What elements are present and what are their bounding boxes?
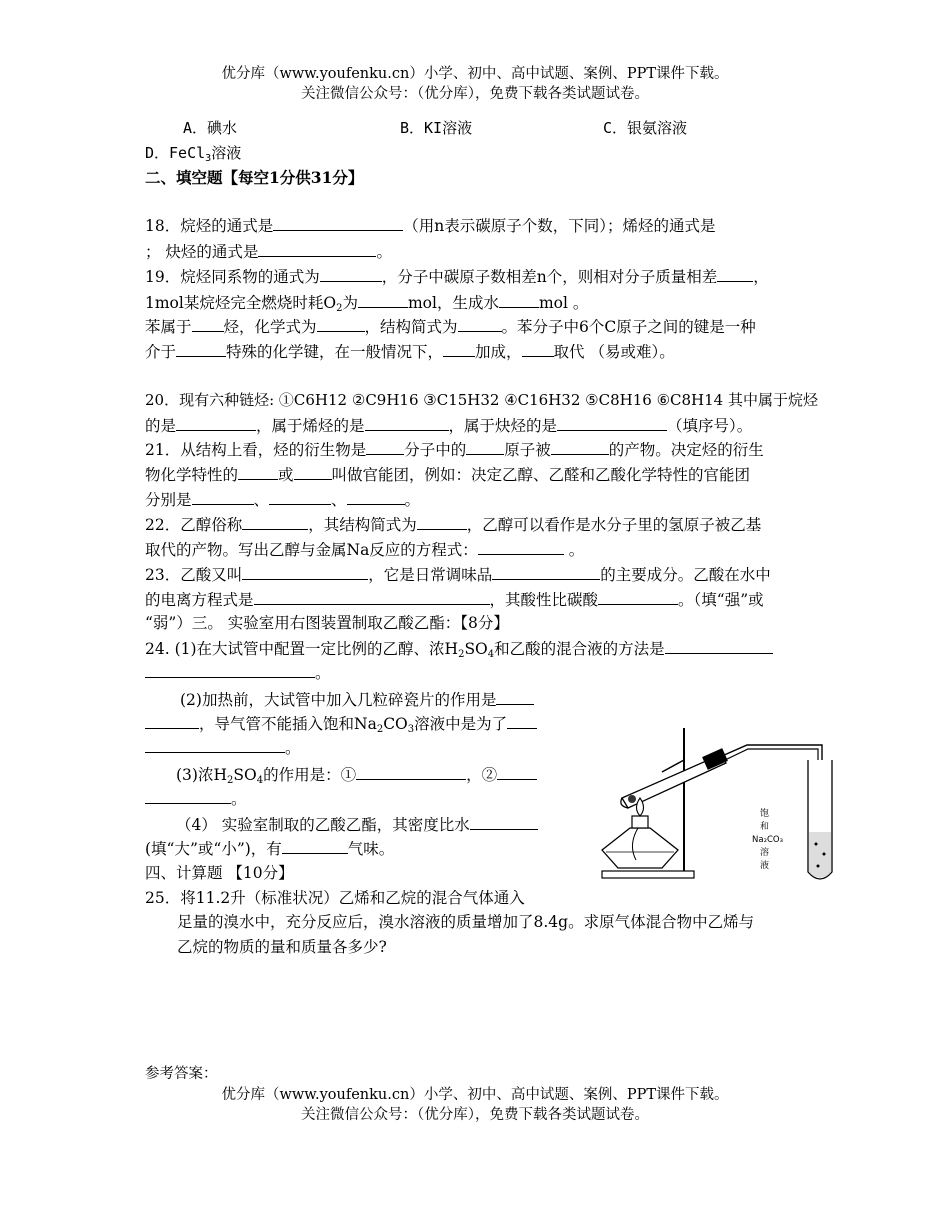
answer-blank[interactable] — [492, 562, 600, 580]
answer-blank[interactable] — [466, 437, 504, 455]
q24-part2-line-2: ，导气管不能插入饱和$Na_2CO_3$溶液中是为了 — [145, 711, 537, 736]
q20-line-1: 20．现有六种链烃: ①C6H12 ②C9H16 ③C15H32 ④C16H32 ⑤C8H16 ⑥C8H14 其中属于烷烃 — [145, 391, 818, 409]
answer-blank[interactable] — [458, 314, 502, 332]
answer-blank[interactable] — [557, 413, 667, 431]
q24-part2-line-1: (2)加热前，大试管中加入几粒碎瓷片的作用是 — [180, 687, 534, 712]
answer-blank[interactable] — [478, 537, 564, 555]
answer-blank[interactable] — [347, 487, 405, 505]
answer-blank[interactable] — [598, 587, 678, 605]
answer-blank[interactable] — [242, 562, 368, 580]
answer-blank[interactable] — [238, 462, 278, 480]
delivery-tube — [722, 745, 822, 830]
option-a: A．碘水 — [183, 119, 238, 137]
answer-blank[interactable] — [192, 487, 254, 505]
answers-label: 参考答案： — [145, 1066, 218, 1082]
answer-blank[interactable] — [507, 711, 537, 729]
answer-blank[interactable] — [294, 462, 332, 480]
q22-line-1: 22．乙醇俗称 ，其结构简式为 ，乙醇可以看作是水分子里的氢原子被乙基 — [145, 512, 761, 537]
q22-line-2: 取代的产物。写出乙醇与金属Na反应的方程式： 。 — [145, 537, 584, 562]
large-test-tube — [621, 748, 728, 808]
answer-blank[interactable] — [522, 339, 554, 357]
q21-line-3: 分别是 、 、 。 — [145, 487, 420, 512]
q23-line-2: 的电离方程式是 ，其酸性比碳酸 。（填“强”或 — [145, 587, 764, 612]
alcohol-lamp — [602, 798, 678, 868]
q20-line-2: 的是 ，属于烯烃的是 ，属于炔烃的是 （填序号）。 — [145, 413, 752, 438]
q23-line-1: 23．乙酸又叫 ，它是日常调味品 的主要成分。乙酸在水中 — [145, 562, 771, 587]
q23-line-3: “弱”）三。 实验室用右图装置制取乙酸乙酯：【8分】 — [145, 614, 509, 632]
q24-part2-line-3: 。 — [145, 735, 301, 760]
answer-blank[interactable] — [258, 239, 376, 257]
answer-blank[interactable] — [496, 687, 534, 705]
answer-blank[interactable] — [145, 711, 199, 729]
answer-blank[interactable] — [176, 413, 256, 431]
answer-blank[interactable] — [145, 735, 285, 753]
q18-line-2: ； 炔烃的通式是 。 — [145, 239, 392, 264]
answer-blank[interactable] — [499, 290, 539, 308]
answer-blank[interactable] — [366, 437, 404, 455]
q25-line-2: 足量的溴水中，充分反应后，溴水溶液的质量增加了8.4g。求原气体混合物中乙烯与 — [177, 913, 755, 931]
q25-line-1: 25．将11.2升（标准状况）乙烯和乙烷的混合气体通入 — [145, 889, 525, 907]
q19-line-3: 苯属于 烃，化学式为 ，结构简式为 。苯分子中6个C原子之间的键是一种 — [145, 314, 756, 339]
answer-blank[interactable] — [356, 762, 466, 780]
q19-line-1: 19．烷烃同系物的通式为 ，分子中碳原子数相差n个，则相对分子质量相差 ， — [145, 264, 769, 289]
section-2-title: 二、填空题【每空1分供31分】 — [145, 168, 364, 187]
stand-base — [602, 871, 694, 878]
q19-line-2: 1mol某烷烃完全燃烧时耗$O_2$为 mol，生成水 mol 。 — [145, 290, 588, 315]
figure-label-5: 液 — [760, 861, 770, 871]
answer-blank[interactable] — [358, 290, 408, 308]
figure-label-3: Na₂CO₃ — [752, 835, 784, 845]
footer-line-1: 优分库（www.youfenku.cn）小学、初中、高中试题、案例、PPT课件下载。 — [221, 1087, 729, 1103]
section-4-title: 四、计算题 【10分】 — [145, 864, 294, 882]
q21-line-2: 物化学特性的 或 叫做官能团，例如：决定乙醇、乙醛和乙酸化学特性的官能团 — [145, 462, 750, 487]
option-c: C．银氨溶液 — [603, 119, 688, 137]
answer-blank[interactable] — [470, 812, 538, 830]
figure-label-4: 溶 — [760, 848, 770, 858]
answer-blank[interactable] — [497, 762, 537, 780]
answer-blank[interactable] — [365, 413, 449, 431]
footer-line-2: 关注微信公众号：（优分库），免费下载各类试题试卷。 — [301, 1107, 649, 1123]
header-line-1: 优分库（www.youfenku.cn）小学、初中、高中试题、案例、PPT课件下载。 — [221, 66, 729, 82]
option-d: D．FeCl$_3$溶液 — [145, 144, 242, 164]
answer-blank[interactable] — [443, 339, 475, 357]
answer-blank[interactable] — [282, 836, 348, 854]
answer-blank[interactable] — [417, 512, 467, 530]
q19-line-4: 介于 特殊的化学键，在一般情况下， 加成， 取代 （易或难）。 — [145, 339, 675, 364]
answer-blank[interactable] — [273, 213, 403, 231]
figure-label-2: 和 — [760, 822, 770, 832]
answer-blank[interactable] — [551, 437, 609, 455]
answer-blank[interactable] — [269, 487, 331, 505]
answer-blank[interactable] — [192, 314, 224, 332]
answer-blank[interactable] — [320, 264, 382, 282]
answer-blank[interactable] — [717, 264, 753, 282]
header-line-2: 关注微信公众号：（优分库），免费下载各类试题试卷。 — [301, 86, 649, 102]
q24-part1-line-2: 。 — [145, 660, 331, 685]
q24-part1-line-1: 24. (1)在大试管中配置一定比例的乙醇、浓$H_2SO_4$和乙酸的混合液的方法是 — [145, 636, 773, 661]
q24-part4-line-2: (填“大”或“小”)，有 气味。 — [145, 836, 394, 861]
option-b: B．KI溶液 — [400, 119, 473, 137]
q24-part3-line-1: (3)浓$H_2SO_4$的作用是：① ，② — [176, 762, 537, 787]
q18-line-1: 18．烷烃的通式是 （用n表示碳原子个数，下同）；烯烃的通式是 — [145, 213, 715, 238]
answer-blank[interactable] — [145, 660, 315, 678]
q24-part3-line-2: 。 — [145, 786, 247, 811]
figure-label-1: 饱 — [760, 809, 770, 819]
answer-blank[interactable] — [665, 636, 773, 654]
answer-blank[interactable] — [254, 587, 490, 605]
small-test-tube — [808, 760, 832, 879]
q24-part4-line-1: （4） 实验室制取的乙酸乙酯，其密度比水 — [176, 812, 538, 837]
ester-apparatus-figure — [592, 720, 857, 888]
answer-blank[interactable] — [317, 314, 365, 332]
q21-line-1: 21．从结构上看，烃的衍生物是 分子中的 原子被 的产物。决定烃的衍生 — [145, 437, 764, 462]
answer-blank[interactable] — [176, 339, 226, 357]
answer-blank[interactable] — [145, 786, 231, 804]
answer-blank[interactable] — [242, 512, 308, 530]
q25-line-3: 乙烷的物质的量和质量各多少? — [177, 938, 387, 956]
